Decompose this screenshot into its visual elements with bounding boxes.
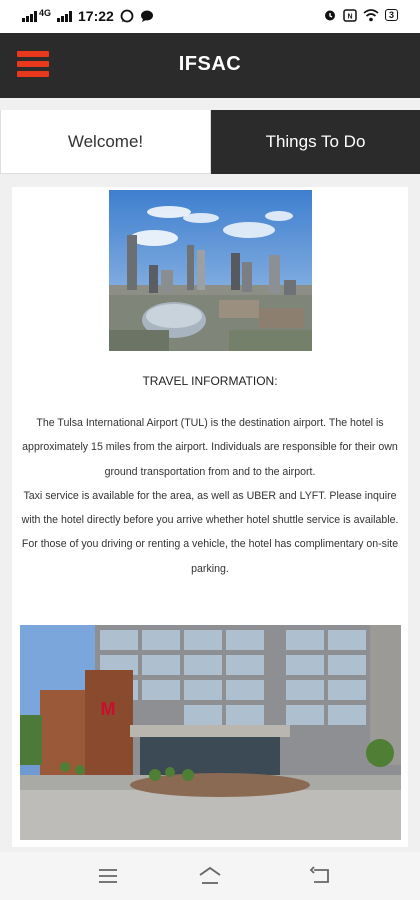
hotel-image bbox=[20, 625, 401, 840]
home-icon bbox=[197, 864, 223, 888]
travel-info-paragraph-2: Taxi service is available for the area, as well as UBER and LYFT. Please inquire with the hotel directly before you arrive whether hotel shuttle service is available. For those of you driving or renting a vehicle, the hotel has complimentary on-site parking. bbox=[21, 489, 399, 575]
system-nav-bar bbox=[0, 852, 420, 900]
content-card bbox=[12, 187, 408, 847]
city-skyline-image bbox=[109, 190, 312, 351]
battery-icon: 3 bbox=[385, 9, 398, 21]
wifi-icon bbox=[363, 9, 379, 22]
status-right bbox=[323, 8, 398, 22]
menu-icon bbox=[95, 864, 121, 888]
home-button[interactable] bbox=[197, 864, 223, 888]
tab-bar bbox=[0, 110, 420, 174]
recent-apps-button[interactable] bbox=[95, 864, 121, 888]
back-icon bbox=[308, 864, 334, 888]
chat-icon bbox=[140, 9, 154, 23]
svg-text:N: N bbox=[347, 13, 353, 20]
status-left bbox=[22, 8, 154, 24]
signal-icon-2 bbox=[57, 11, 72, 22]
svg-text:M: M bbox=[100, 699, 116, 719]
travel-info-heading: TRAVEL INFORMATION: bbox=[142, 374, 278, 388]
travel-info-body bbox=[20, 411, 400, 581]
network-label: 4G bbox=[39, 8, 52, 18]
status-bar bbox=[0, 0, 420, 33]
app-title: IFSAC bbox=[178, 53, 242, 75]
nfc-icon bbox=[343, 9, 357, 22]
alarm-icon bbox=[323, 8, 337, 22]
tab-things-to-do[interactable]: Things To Do bbox=[211, 110, 420, 174]
back-button[interactable] bbox=[308, 864, 334, 888]
clock: 17:22 bbox=[78, 8, 114, 24]
signal-icon bbox=[22, 11, 37, 22]
travel-info-paragraph-1: The Tulsa International Airport (TUL) is the destination airport. The hotel is approximately 15 miles from the airport. Individuals are responsible for their own ground transportation from and to the airport. bbox=[22, 417, 398, 478]
tab-welcome[interactable]: Welcome! bbox=[0, 110, 211, 174]
whatsapp-icon bbox=[120, 9, 134, 23]
app-bar bbox=[0, 33, 420, 98]
